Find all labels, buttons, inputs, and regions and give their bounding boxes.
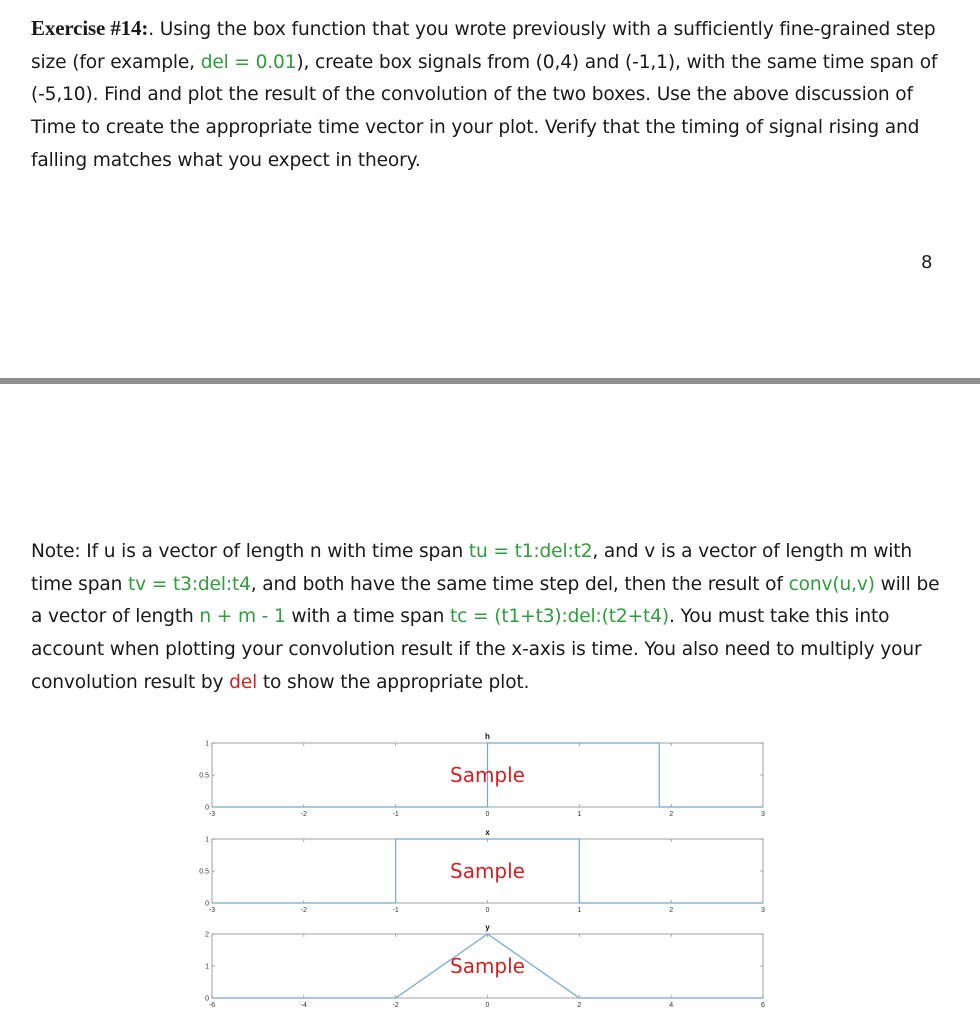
y-tick-label-1: 0 — [205, 804, 209, 812]
tc-expression: tc = (t1+t3):del:(t2+t4) — [450, 606, 669, 628]
x-tick-label-3: -6 — [208, 1002, 216, 1009]
y-tick-label-3: 2 — [205, 931, 209, 939]
del-example: del = 0.01 — [200, 51, 297, 73]
tu-expression: tu = t1:del:t2 — [468, 541, 593, 562]
page-number: 8 — [921, 252, 933, 273]
x-tick-label-2: 3 — [761, 907, 765, 914]
length-expression: n + m - 1 — [199, 606, 286, 628]
x-tick-label-1: 1 — [577, 811, 582, 818]
y-tick-label-1: 1 — [205, 740, 209, 748]
y-tick-label-2: 0 — [205, 900, 209, 908]
y-tick-label-2: 1 — [205, 836, 209, 844]
convolution-figure — [185, 728, 785, 1032]
x-tick-label-3: -4 — [300, 1002, 307, 1009]
conv-expression: conv(u,v) — [788, 573, 875, 595]
subplot-title-1: h — [485, 732, 490, 741]
x-tick-label-1: 3 — [761, 811, 765, 818]
del-term: del — [229, 671, 258, 693]
note-text-3: , and both have the same time step del, then the result of — [250, 573, 789, 595]
note-text-4: will be a vector of length — [31, 573, 940, 628]
x-tick-label-1: -1 — [392, 811, 399, 818]
x-tick-label-3: 0 — [485, 1002, 490, 1009]
subplot-title-2: x — [485, 828, 490, 837]
note-text-1: Note: If u is a vector of length n with time span — [31, 541, 469, 562]
x-tick-label-2: -3 — [208, 907, 216, 914]
x-tick-label-3: 2 — [577, 1002, 582, 1009]
exercise-text-2: ), create box signals from (0,4) and (-1,1), with the same time span of (-5,10). Find and plot the result of the convolution of the two boxes. Use the above discussion of Time to create the appropriate time vector in your plot. Verify that the timing of signal rising and falling matches what you expect in theory. — [31, 51, 938, 171]
y-tick-label-3: 0 — [205, 995, 209, 1003]
tv-expression: tv = t3:del:t4 — [128, 573, 251, 595]
note-text-2: , and v is a vector of length m with time span — [31, 541, 913, 595]
x-tick-label-3: 4 — [669, 1002, 674, 1009]
page-separator — [0, 378, 980, 384]
x-tick-label-1: 0 — [485, 811, 490, 818]
note-text-6: . You must take this into account when plotting your convolution result if the x-axis is time. You also need to multiply your convolution result by — [31, 606, 922, 693]
x-tick-label-2: 0 — [485, 907, 490, 914]
note-text-7: to show the appropriate plot. — [257, 671, 530, 693]
x-tick-label-2: -2 — [300, 907, 307, 914]
sample-watermark-1: Sample — [450, 763, 525, 787]
y-tick-label-2: 0.5 — [199, 868, 209, 876]
subplot-title-3: y — [485, 923, 490, 932]
y-tick-label-3: 1 — [205, 963, 209, 971]
exercise-paragraph — [31, 12, 946, 178]
sample-watermark-3: Sample — [450, 954, 525, 978]
note-text-5: with a time span — [285, 606, 451, 628]
sample-watermark-2: Sample — [450, 859, 525, 883]
x-tick-label-2: 1 — [577, 907, 582, 914]
x-tick-label-3: -2 — [392, 1002, 399, 1009]
x-tick-label-2: -1 — [392, 907, 399, 914]
x-tick-label-1: 2 — [669, 811, 674, 818]
y-tick-label-1: 0.5 — [199, 772, 209, 780]
x-tick-label-3: 6 — [761, 1002, 765, 1009]
note-paragraph — [31, 536, 946, 700]
x-tick-label-1: -2 — [300, 811, 307, 818]
x-tick-label-2: 2 — [669, 907, 674, 914]
exercise-title: Exercise #14: — [31, 16, 149, 40]
x-tick-label-1: -3 — [208, 811, 216, 818]
subplot-stack — [185, 728, 785, 1028]
exercise-text-1: . Using the box function that you wrote previously with a sufficiently fine-grained step size (for example, — [31, 19, 936, 73]
